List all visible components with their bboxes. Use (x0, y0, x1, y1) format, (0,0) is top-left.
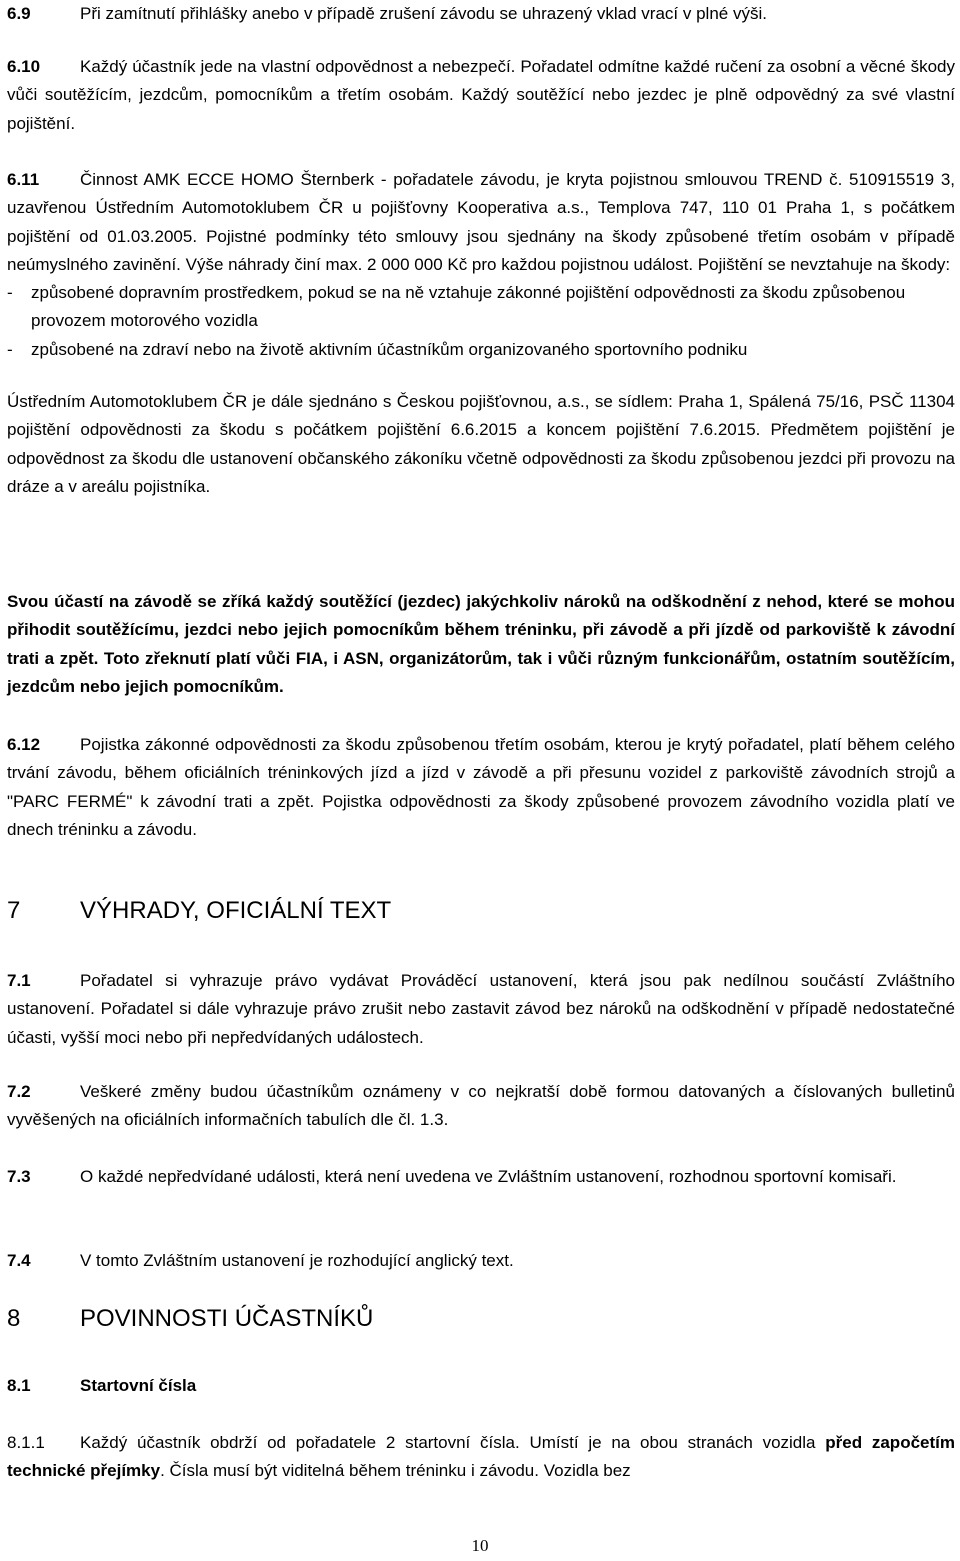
section-text: Každý účastník jede na vlastní odpovědnost a nebezpečí. Pořadatel odmítne každé ručení za osobní a věcné škody vůči soutěžícím, jezdcům, pomocníkům a třetím osobám. Každý soutěžící nebo jezdec je plně odpovědný za své vlastní pojištění. (7, 57, 955, 133)
section-6-10 (7, 53, 955, 138)
section-number: 6.9 (7, 4, 31, 23)
section-number: 7.2 (7, 1082, 31, 1101)
section-6-9 (7, 0, 960, 28)
heading-number: 8 (7, 1305, 21, 1332)
section-text: Veškeré změny budou účastníkům oznámeny v co nejkratší době formou datovaných a číslovaných bulletinů vyvěšených na oficiálních informačních tabulích dle čl. 1.3. (7, 1082, 955, 1130)
section-text: Pojistka zákonné odpovědnosti za škodu způsobenou třetím osobám, kterou je krytý pořadatel, platí během celého trvání závodu, během oficiálních tréninkových jízd a jízd v závodě a při přesunu vozidel z parkoviště závodních strojů a "PARC FERMÉ" k závodní trati a zpět. Pojistka odpovědnosti za škody způsobené provozem závodního vozidla platí ve dnech tréninku a závodu. (7, 735, 955, 839)
waiver-paragraph: Svou účastí na závodě se zříká každý soutěžící (jezdec) jakýchkoliv nároků na odškodnění z nehod, které se mohou přihodit soutěžícímu, jezdci nebo jejich pomocníkům během tréninku, při závodě a při jízdě od parkoviště k závodní trati a zpět. Toto zřeknutí platí vůči FIA, i ASN, organizátorům, tak i vůči různým funkcionářům, ostatním soutěžícím, jezdcům nebo jejich pomocníkům. (7, 592, 955, 696)
section-text: Každý účastník obdrží od pořadatele 2 startovní čísla. Umístí je na obou stranách vozidla (80, 1433, 826, 1452)
heading-title: Startovní čísla (80, 1376, 197, 1395)
heading-number: 8.1 (7, 1376, 31, 1395)
section-6-11-body (7, 166, 955, 279)
section-text: Při zamítnutí přihlášky anebo v případě zrušení závodu se uhrazený vklad vrací v plné výši. (80, 4, 767, 23)
section-text: Činnost AMK ECCE HOMO Šternberk - pořadatele závodu, je kryta pojistnou smlouvou TREND č. 510915519 3, uzavřenou Ústředním Automotoklubem ČR u pojišťovny Kooperativa a.s., Templova 747, 110 01 Praha 1, s počátkem pojištění od 01.03.2005. Pojistné podmínky této smlouvy jsou sjednány na škody způsobené třetím osobám v případě neúmyslného zavinění. Výše náhrady činí max. 2 000 000 Kč pro každou pojistnou událost. Pojištění se nevztahuje na škody: (7, 170, 955, 274)
section-number: 7.3 (7, 1167, 31, 1186)
section-text: O každé nepředvídané události, která není uvedena ve Zvláštním ustanovení, rozhodnou sportovní komisaři. (80, 1167, 897, 1186)
section-7-1 (7, 967, 955, 1052)
section-number: 6.11 (7, 170, 40, 189)
exclusions-list (7, 279, 955, 364)
section-text: Pořadatel si vyhrazuje právo vydávat Prováděcí ustanovení, která jsou pak nedílnou součástí Zvláštního ustanovení. Pořadatel si dále vyhrazuje právo zrušit nebo zastavit závod bez nároků na odškodnění v případě nedostatečné účasti, vyšší moci nebo při nepředvídaných událostech. (7, 971, 955, 1047)
section-7-4 (7, 1247, 955, 1275)
section-number: 7.4 (7, 1251, 31, 1270)
section-text: . Čísla musí být viditelná během tréninku i závodu. Vozidla bez (160, 1461, 631, 1481)
heading-number: 7 (7, 897, 21, 924)
heading-7 (7, 895, 391, 927)
section-7-3 (7, 1163, 955, 1191)
heading-8 (7, 1303, 373, 1335)
section-text: V tomto Zvláštním ustanovení je rozhodující anglický text. (80, 1251, 514, 1270)
section-number: 6.12 (7, 735, 41, 754)
section-7-2 (7, 1078, 955, 1135)
section-6-12 (7, 731, 955, 844)
section-number: 6.10 (7, 57, 41, 76)
list-item: - způsobené na zdraví nebo na životě aktivním účastníkům organizovaného sportovního podniku (7, 336, 955, 364)
section-8-1-1 (7, 1429, 955, 1486)
list-item: - způsobené dopravním prostředkem, pokud se na ně vztahuje zákonné pojištění odpovědnosti za škodu způsobenou provozem motorového vozidla (7, 279, 955, 336)
page-number: 10 (471, 1536, 489, 1555)
section-number: 8.1.1 (7, 1433, 45, 1452)
section-6-11-extra: Ústředním Automotoklubem ČR je dále sjednáno s Českou pojišťovnou, a.s., se sídlem: Praha 1, Spálená 75/16, PSČ 11304 pojištění odpovědnosti za škodu s počátkem pojištění 6.6.2015 a koncem pojištění 7.6.2015. Předmětem pojištění je odpovědnost za škodu dle ustanovení občanského zákoníku včetně odpovědnosti za škodu způsobenou jezdci při provozu na dráze a v areálu pojistníka. (7, 392, 955, 496)
section-text-bold: před započetím technické přejímky (7, 1433, 955, 1481)
section-6-11 (7, 166, 955, 501)
heading-title: POVINNOSTI ÚČASTNÍKŮ (80, 1305, 374, 1332)
section-number: 7.1 (7, 971, 31, 990)
heading-title: VÝHRADY, OFICIÁLNÍ TEXT (80, 897, 392, 924)
heading-8-1 (7, 1372, 196, 1400)
